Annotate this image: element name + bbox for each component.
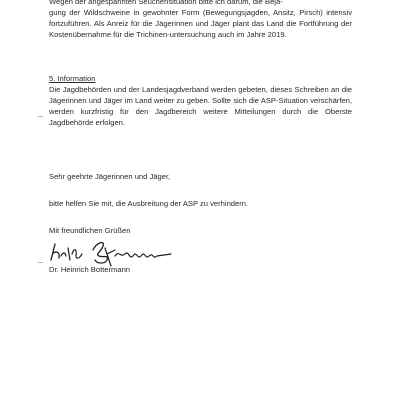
section-heading-information: 5. Information	[49, 74, 96, 83]
closing-phrase: Mit freundlichen Grüßen	[49, 226, 131, 235]
margin-fold-mark	[38, 116, 43, 117]
signer-name: Dr. Heinrich Bottermann	[49, 265, 131, 274]
cut-off-text-line: Wegen der angespannten Seuchensituation bitte ich darum, die Beja-	[49, 0, 283, 6]
margin-fold-mark	[38, 262, 43, 263]
appeal-line: bitte helfen Sie mit, die Ausbreitung der ASP zu verhindern.	[49, 199, 249, 208]
paragraph-information: Die Jagdbehörden und der Landesjagdverband werden gebeten, dieses Schreiben an die Jägerinnen und Jäger im Land weiter zu geben. Sollte sich die ASP-Situation verschärfen, werden kurzfristig für den Jagdbereich weitere Mitteilungen durch die Oberste Jagdbehörde erfolgen.	[49, 85, 352, 127]
salutation: Sehr geehrte Jägerinnen und Jäger,	[49, 172, 171, 181]
paragraph-hunting-incentive: gung der Wildschweine in gewohnter Form (Bewegungsjagden, Ansitz, Pirsch) intensiv fortzuführen. Als Anreiz für die Jägerinnen und Jäger plant das Land die Fortführung der Kostenübernahme für die Trichinen-untersuchung auch im Jahre 2019.	[49, 8, 352, 39]
